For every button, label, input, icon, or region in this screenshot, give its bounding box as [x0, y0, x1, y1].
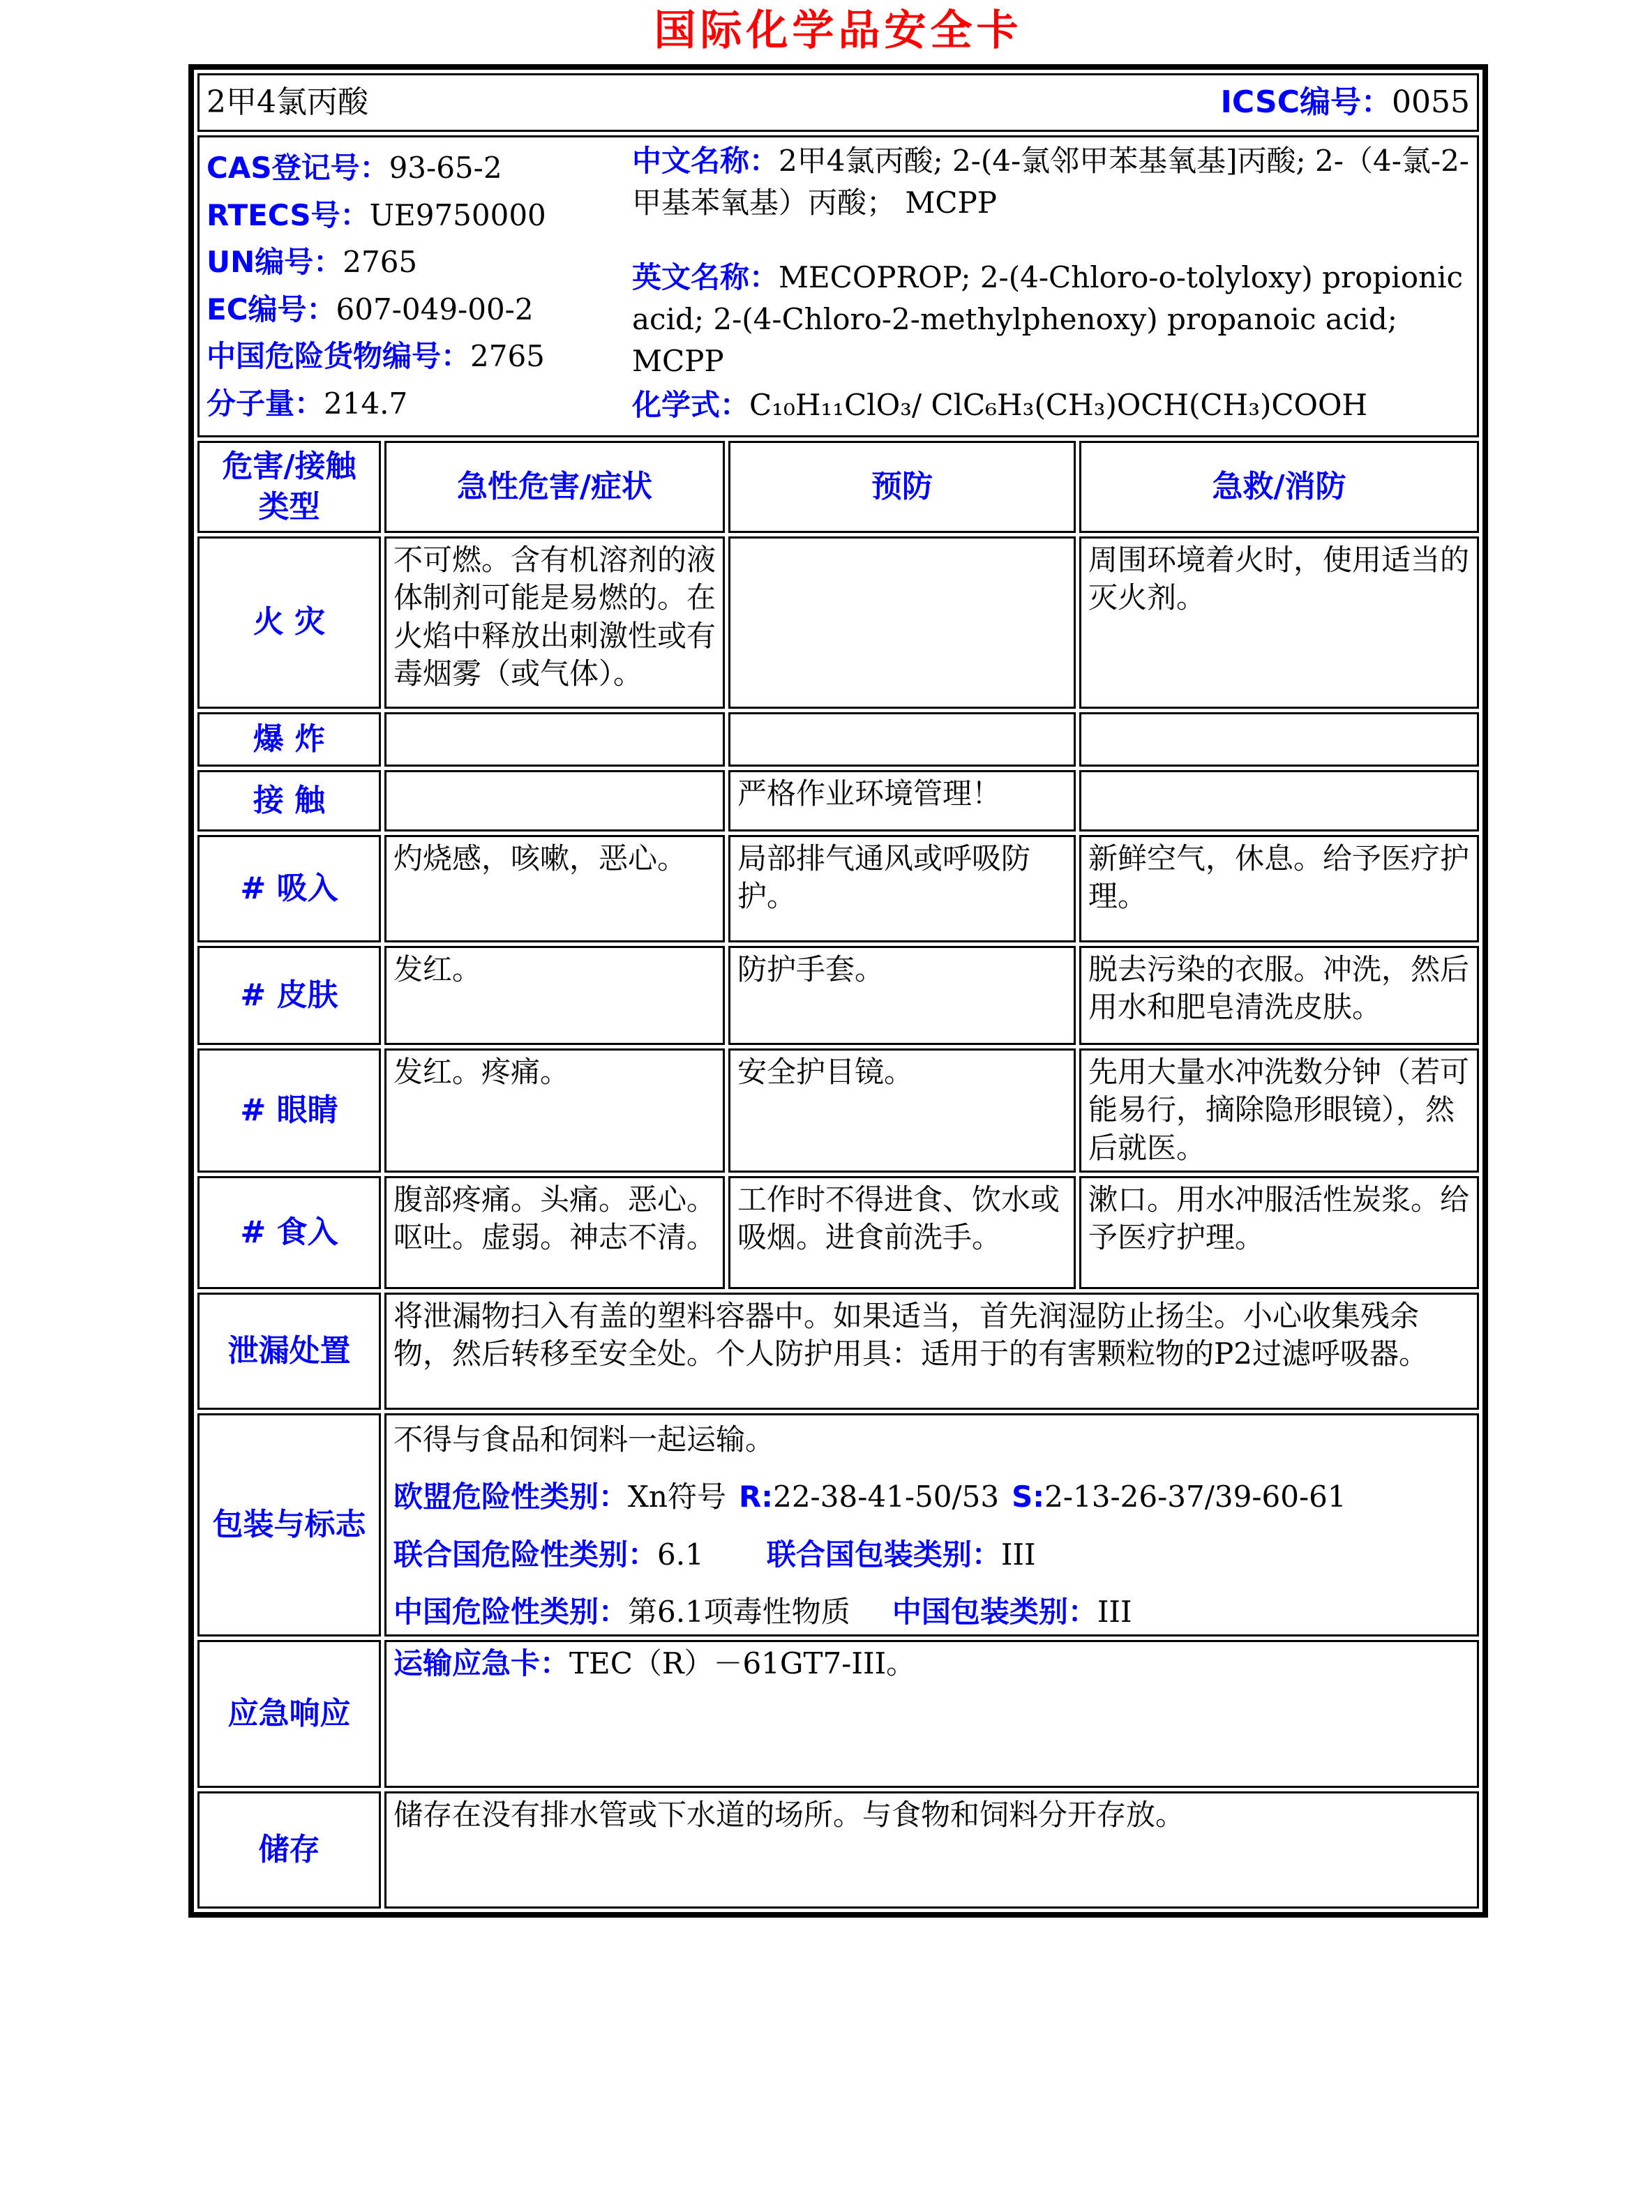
storage-text-cell: 储存在没有排水管或下水道的场所。与食物和饲料分开存放。 — [384, 1791, 1479, 1909]
prevention-header: 预防 — [728, 441, 1076, 533]
exposure-label: 接 触 — [197, 770, 381, 832]
spillage-text-cell: 将泄漏物扫入有盖的塑料容器中。如果适当，首先润湿防止扬尘。小心收集残余物，然后转移至安全处。个人防护用具：适用于的有害颗粒物的P2过滤呼吸器。 — [384, 1293, 1479, 1410]
china-pack-label: 中国包装类别： — [892, 1595, 1097, 1630]
transport-emergency-card-label: 运输应急卡： — [393, 1646, 570, 1680]
ec-number-value: 607-049-00-2 — [336, 292, 534, 326]
spillage-label: 泄漏处置 — [197, 1293, 381, 1410]
r-phrases-value: 22-38-41-50/53 — [773, 1480, 1000, 1514]
row-explosion — [197, 712, 1479, 767]
english-name-line — [632, 257, 1470, 382]
icsc-number-label: ICSC编号： — [1220, 84, 1392, 121]
row-storage — [197, 1791, 1479, 1909]
eyes-symptoms-cell: 发红。疼痛。 — [384, 1048, 725, 1173]
row-ingestion — [197, 1176, 1479, 1289]
emergency-response-cell — [384, 1640, 1479, 1788]
cas-number-value: 93-65-2 — [389, 151, 502, 185]
formula-label: 化学式： — [632, 388, 750, 423]
icsc-number-value: 0055 — [1392, 84, 1470, 121]
names-block — [625, 140, 1470, 432]
inhalation-firstaid-cell: 新鲜空气，休息。给予医疗护理。 — [1079, 835, 1479, 942]
hazard-type-header-line1: 危害/接触 — [222, 449, 356, 485]
china-dg-number-line — [206, 338, 625, 376]
row-skin — [197, 946, 1479, 1045]
exposure-symptoms-cell — [384, 770, 725, 832]
un-number-value: 2765 — [343, 245, 418, 280]
r-phrases-label: R: — [738, 1480, 774, 1514]
chinese-name-line — [632, 140, 1470, 223]
identifiers-row — [197, 135, 1479, 437]
card-title-cell — [197, 73, 1479, 132]
ec-number-label: EC编号： — [206, 292, 336, 326]
s-phrases-value: 2-13-26-37/39-60-61 — [1044, 1480, 1346, 1514]
eyes-firstaid-cell: 先用大量水冲洗数分钟（若可能易行，摘除隐形眼镜），然后就医。 — [1079, 1048, 1479, 1173]
chemical-name: 2甲4氯丙酸 — [206, 84, 368, 121]
ec-number-line — [206, 291, 625, 329]
row-packaging — [197, 1413, 1479, 1637]
un-number-line — [206, 243, 625, 282]
fire-symptoms-cell: 不可燃。含有机溶剂的液体制剂可能是易燃的。在火焰中释放出刺激性或有毒烟雾（或气体）。 — [384, 536, 725, 709]
molecular-weight-value: 214.7 — [324, 386, 408, 421]
hazard-type-header-line2: 类型 — [258, 488, 320, 525]
un-class-value: 6.1 — [657, 1537, 704, 1572]
fire-firstaid-cell: 周围环境着火时，使用适当的灭火剂。 — [1079, 536, 1479, 709]
eu-classification-line — [393, 1478, 1470, 1517]
packaging-label: 包装与标志 — [197, 1413, 381, 1637]
skin-prevention-cell: 防护手套。 — [728, 946, 1076, 1045]
china-classification-line — [393, 1593, 1470, 1632]
card-title-row — [197, 73, 1479, 132]
eu-class-label: 欧盟危险性类别： — [393, 1480, 629, 1514]
row-exposure — [197, 770, 1479, 832]
exposure-firstaid-cell — [1079, 770, 1479, 832]
english-name-value: MECOPROP; 2-(4-Chloro-o-tolyloxy) propionic acid; 2-(4-Chloro-2-methylphenoxy) propanoic acid; MCPP — [632, 260, 1464, 378]
packaging-content-cell — [384, 1413, 1479, 1637]
china-dg-number-label: 中国危险货物编号： — [206, 339, 471, 374]
un-class-label: 联合国危险性类别： — [393, 1537, 658, 1572]
storage-label: 储存 — [197, 1791, 381, 1909]
skin-label: # 皮肤 — [197, 946, 381, 1045]
rtecs-number-line — [206, 197, 625, 235]
eyes-label: # 眼睛 — [197, 1048, 381, 1173]
rtecs-number-value: UE9750000 — [369, 197, 546, 232]
identifier-list — [206, 140, 625, 432]
ingestion-firstaid-cell: 漱口。用水冲服活性炭浆。给予医疗护理。 — [1079, 1176, 1479, 1289]
china-pack-value: III — [1097, 1595, 1132, 1630]
un-number-label: UN编号： — [206, 245, 343, 280]
china-class-value: 第6.1项毒性物质 — [628, 1595, 850, 1630]
page-title: 国际化学品安全卡 — [654, 6, 1023, 55]
inhalation-label: # 吸入 — [197, 835, 381, 942]
skin-firstaid-cell: 脱去污染的衣服。冲洗，然后用水和肥皂清洗皮肤。 — [1079, 946, 1479, 1045]
un-classification-line — [393, 1536, 1470, 1574]
exposure-prevention-cell: 严格作业环境管理！ — [728, 770, 1076, 832]
chinese-name-value: 2甲4氯丙酸; 2-(4-氯邻甲苯基氧基]丙酸; 2-（4-氯-2-甲基苯氧基）丙酸； MCPP — [632, 144, 1469, 220]
explosion-label: 爆 炸 — [197, 712, 381, 767]
cas-number-line — [206, 149, 625, 188]
fire-prevention-cell — [728, 536, 1076, 709]
english-name-label: 英文名称： — [632, 260, 779, 295]
transport-emergency-card-value: TEC（R）－61GT7-III。 — [569, 1646, 916, 1680]
un-pack-label: 联合国包装类别： — [766, 1537, 1001, 1572]
symptoms-header: 急性危害/症状 — [384, 441, 725, 533]
identifiers-cell — [197, 135, 1479, 437]
explosion-symptoms-cell — [384, 712, 725, 767]
row-emergency-response — [197, 1640, 1479, 1788]
chinese-name-label: 中文名称： — [632, 144, 779, 178]
formula-value: C₁₀H₁₁ClO₃/ ClC₆H₃(CH₃)OCH(CH₃)COOH — [749, 388, 1368, 423]
ingestion-prevention-cell: 工作时不得进食、饮水或吸烟。进食前洗手。 — [728, 1176, 1076, 1289]
row-inhalation — [197, 835, 1479, 942]
explosion-prevention-cell — [728, 712, 1076, 767]
inhalation-symptoms-cell: 灼烧感，咳嗽，恶心。 — [384, 835, 725, 942]
emergency-response-label: 应急响应 — [197, 1640, 381, 1788]
firstaid-header: 急救/消防 — [1079, 441, 1479, 533]
row-eyes — [197, 1048, 1479, 1173]
transport-note-line: 不得与食品和饲料一起运输。 — [393, 1422, 775, 1457]
china-class-label: 中国危险性类别： — [393, 1595, 629, 1630]
eu-symbol-value: Xn符号 — [628, 1480, 726, 1514]
inhalation-prevention-cell: 局部排气通风或呼吸防护。 — [728, 835, 1076, 942]
row-fire — [197, 536, 1479, 709]
skin-symptoms-cell: 发红。 — [384, 946, 725, 1045]
icsc-number — [1221, 82, 1470, 122]
molecular-weight-line — [206, 385, 625, 423]
hazard-header-row — [197, 441, 1479, 533]
fire-label: 火 灾 — [197, 536, 381, 709]
cas-number-label: CAS登记号： — [206, 151, 389, 185]
ingestion-label: # 食入 — [197, 1176, 381, 1289]
explosion-firstaid-cell — [1079, 712, 1479, 767]
s-phrases-label: S: — [1012, 1480, 1045, 1514]
icsc-card-table — [188, 64, 1488, 1918]
ingestion-symptoms-cell: 腹部疼痛。头痛。恶心。呕吐。虚弱。神志不清。 — [384, 1176, 725, 1289]
eyes-prevention-cell: 安全护目镜。 — [728, 1048, 1076, 1173]
row-spillage — [197, 1293, 1479, 1410]
hazard-type-header — [197, 441, 381, 533]
molecular-weight-label: 分子量： — [206, 386, 324, 421]
formula-line — [632, 384, 1470, 426]
china-dg-number-value: 2765 — [470, 339, 545, 374]
rtecs-number-label: RTECS号： — [206, 197, 370, 232]
un-pack-value: III — [1000, 1537, 1036, 1572]
